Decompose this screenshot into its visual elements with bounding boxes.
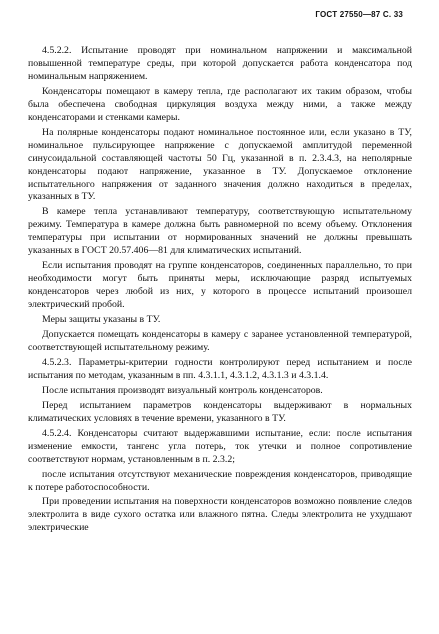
paragraph-chamber-placement: Конденсаторы помещают в камеру тепла, где располагают их таким образом, чтобы была обеспечена свободная циркуляция воздуха между ними, а также между конденсаторами и стенками камеры. bbox=[28, 85, 412, 123]
paragraph-4-5-2-3: 4.5.2.3. Параметры-критерии годности контролируют перед испытанием и после испытания по методам, указанным в пп. 4.3.1.1, 4.3.1.2, 4.3.1.3 и 4.3.1.4. bbox=[28, 356, 412, 381]
paragraph-conditioning: Перед испытанием параметров конденсаторы выдерживают в нормальных климатических условиях в течение времени, указанного в ТУ. bbox=[28, 399, 412, 424]
paragraph-no-damage: после испытания отсутствуют механические повреждения конденсаторов, приводящие к потере работоспособности. bbox=[28, 468, 412, 493]
paragraph-visual-control: После испытания производят визуальный контроль конденсаторов. bbox=[42, 384, 323, 396]
paragraph-electrolyte: При проведении испытания на поверхности конденсаторов возможно появление следов электролита в виде сухого остатка или влажного пятна. Следы электролита не ухудшают электрические bbox=[28, 496, 412, 534]
body-text bbox=[28, 45, 412, 537]
paragraph-protection: Меры защиты указаны в ТУ. bbox=[42, 314, 161, 326]
paragraph-group-testing: Если испытания проводят на группе конденсаторов, соединенных параллельно, то при необходимости могут быть приняты меры, исключающие разряд испытуемых конденсаторов через любой из них, у которого в процессе испытаний произошел электрический пробой. bbox=[28, 260, 412, 311]
page-header: ГОСТ 27550—87 С. 33 bbox=[315, 10, 403, 19]
paragraph-4-5-2-4: 4.5.2.4. Конденсаторы считают выдержавшими испытание, если: после испытания изменение емкости, тангенс угла потерь, ток утечки и полное сопротивление соответствуют нормам, установленным в п. 2.3.2; bbox=[28, 427, 412, 465]
paragraph-voltage: На полярные конденсаторы подают номинальное постоянное или, если указано в ТУ, номинальное пульсирующее напряжение с допускаемой амплитудой переменной синусоидальной составляющей частоты 50 Гц, указанной в п. 2.3.4.3, на неполярные конденсаторы подают напряжение, указанное в ТУ. Допускаемое отклонение испытательного напряжения от заданного значения должно находиться в пределах, указанных в ТУ. bbox=[28, 126, 412, 203]
paragraph-temperature: В камере тепла устанавливают температуру, соответствующую испытательному режиму. Температура в камере должна быть равномерной по всему объему. Отклонения температуры при испытании от нормированных значений не должны превышать указанных в ГОСТ 20.57.406—81 для климатических испытаний. bbox=[28, 206, 412, 257]
paragraph-preset-chamber: Допускается помещать конденсаторы в камеру с заранее установленной температурой, соответствующей испытательному режиму. bbox=[28, 329, 412, 353]
paragraph-4-5-2-2: 4.5.2.2. Испытание проводят при номинальном напряжении и максимальной повышенной температуре среды, при которой допускается работа конденсатора под номинальным напряжением. bbox=[28, 45, 412, 82]
